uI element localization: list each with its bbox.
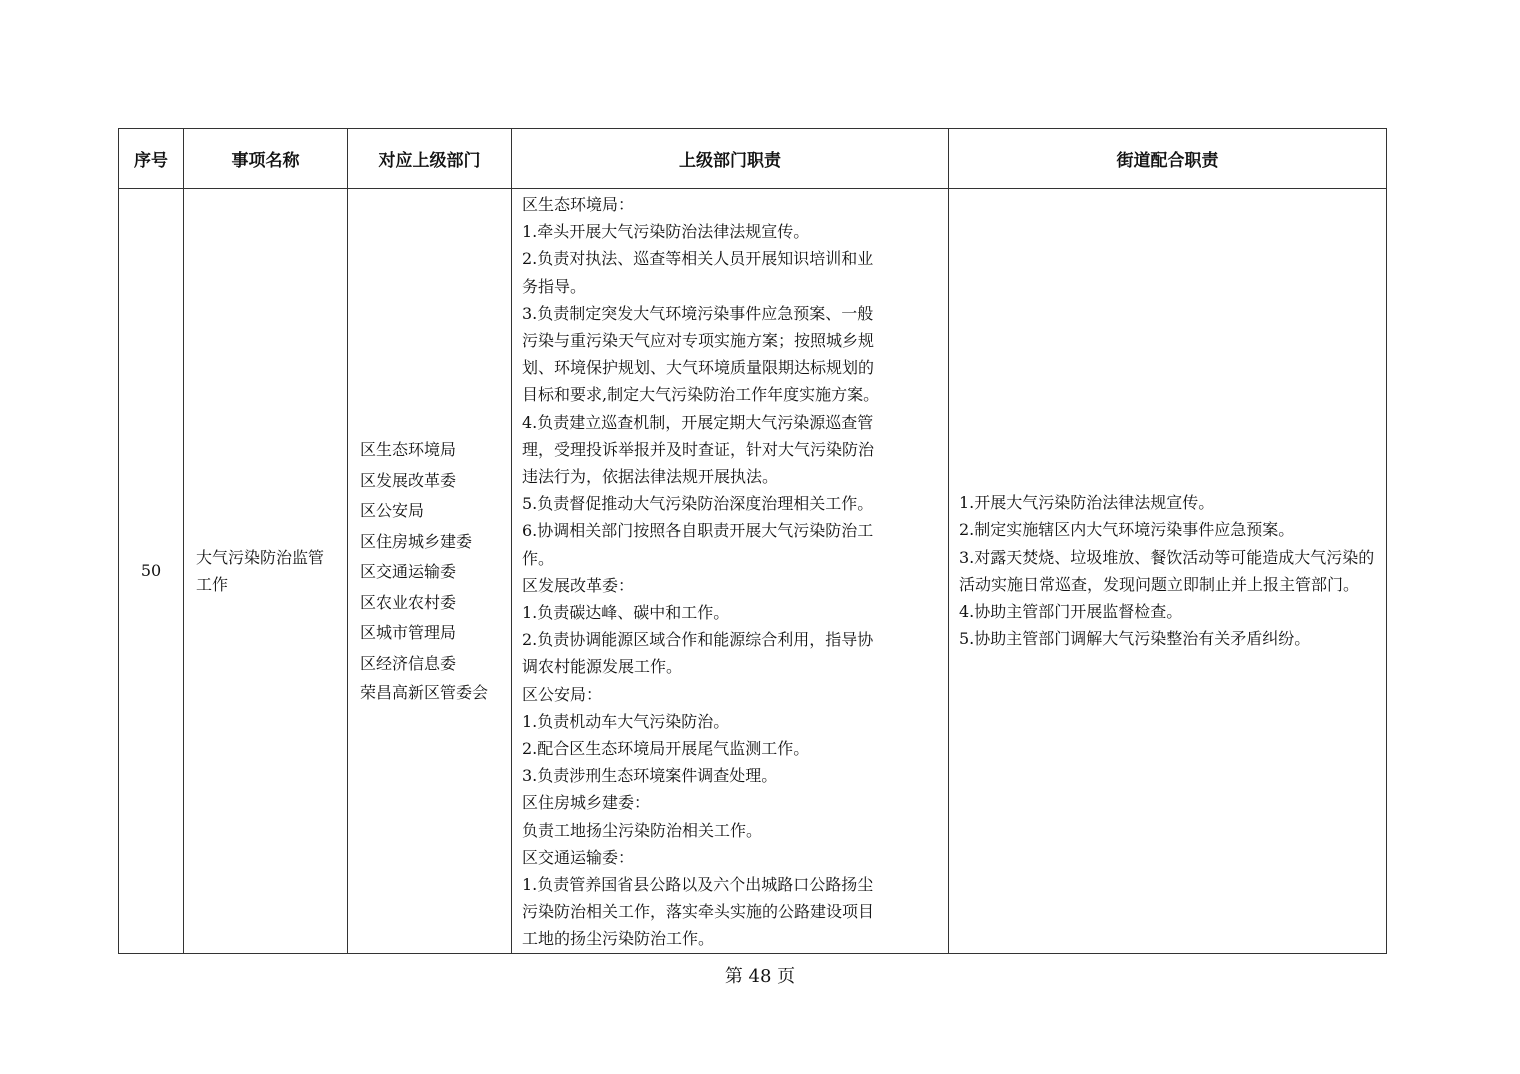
street-duty-item: 4.协助主管部门开展监督检查。 bbox=[959, 602, 1183, 622]
department-item: 区城市管理局 bbox=[360, 623, 457, 643]
department-item: 区经济信息委 bbox=[360, 653, 457, 673]
duty-line: 区生态环境局： bbox=[522, 195, 635, 214]
department-item: 荣昌高新区管委会 bbox=[360, 683, 489, 703]
duty-line: 3.负责涉刑生态环境案件调查处理。 bbox=[522, 766, 778, 786]
seq-cell: 50 bbox=[119, 189, 184, 954]
street-duty-item: 1.开展大气污染防治法律法规宣传。 bbox=[959, 493, 1215, 513]
street-duty-item: 3.对露天焚烧、垃圾堆放、餐饮活动等可能造成大气污染的活动实施日常巡查，发现问题立即制止并上报主管部门。 bbox=[959, 547, 1375, 594]
department-item: 区发展改革委 bbox=[360, 470, 457, 490]
duty-line: 区住房城乡建委： bbox=[522, 793, 651, 813]
duty-line: 区交通运输委： bbox=[522, 847, 635, 867]
page-number: 第 48 页 bbox=[724, 966, 796, 987]
duty-line: 划、环境保护规划、大气环境质量限期达标规划的 bbox=[522, 358, 875, 378]
department-item: 区生态环境局 bbox=[360, 440, 457, 460]
duty-line: 3.负责制定突发大气环境污染事件应急预案、一般 bbox=[522, 303, 874, 323]
item-name-cell: 大气污染防治监管工作 bbox=[184, 189, 348, 954]
duty-line: 区公安局： bbox=[522, 684, 603, 704]
header-superior-dept: 对应上级部门 bbox=[348, 129, 512, 189]
department-item: 区农业农村委 bbox=[360, 592, 457, 612]
duty-line: 1.牵头开展大气污染防治法律法规宣传。 bbox=[522, 222, 810, 242]
street-duties-cell bbox=[949, 189, 1387, 954]
duty-line: 污染与重污染天气应对专项实施方案；按照城乡规 bbox=[522, 331, 875, 351]
duty-line: 5.负责督促推动大气污染防治深度治理相关工作。 bbox=[522, 494, 874, 514]
department-item: 区公安局 bbox=[360, 501, 425, 521]
duty-line: 2.负责对执法、巡查等相关人员开展知识培训和业 bbox=[522, 249, 874, 269]
duty-line: 2.负责协调能源区域合作和能源综合利用，指导协 bbox=[522, 630, 874, 650]
duty-line: 1.负责管养国省县公路以及六个出城路口公路扬尘 bbox=[522, 875, 874, 895]
duty-line: 污染防治相关工作，落实牵头实施的公路建设项目 bbox=[522, 902, 875, 922]
departments-cell bbox=[348, 189, 512, 954]
duty-line: 1.负责机动车大气污染防治。 bbox=[522, 711, 730, 731]
header-row bbox=[119, 129, 1387, 189]
duty-line: 工地的扬尘污染防治工作。 bbox=[522, 929, 715, 949]
superior-duties-cell bbox=[512, 189, 949, 954]
duty-line: 务指导。 bbox=[522, 276, 587, 296]
street-duty-item: 2.制定实施辖区内大气环境污染事件应急预案。 bbox=[959, 520, 1295, 540]
duty-line: 区发展改革委： bbox=[522, 575, 635, 595]
duty-line: 6.协调相关部门按照各自职责开展大气污染防治工 bbox=[522, 521, 874, 541]
header-superior-duties: 上级部门职责 bbox=[512, 129, 949, 189]
duty-line: 4.负责建立巡查机制，开展定期大气污染源巡查管 bbox=[522, 412, 874, 432]
header-seq: 序号 bbox=[119, 129, 184, 189]
duty-line: 1.负责碳达峰、碳中和工作。 bbox=[522, 603, 730, 623]
street-duty-item: 5.协助主管部门调解大气污染整治有关矛盾纠纷。 bbox=[959, 629, 1311, 649]
table-row bbox=[119, 189, 1387, 954]
header-street-duties: 街道配合职责 bbox=[949, 129, 1387, 189]
duty-line: 理，受理投诉举报并及时查证，针对大气污染防治 bbox=[522, 439, 875, 459]
duty-line: 负责工地扬尘污染防治相关工作。 bbox=[522, 820, 763, 840]
header-item-name: 事项名称 bbox=[184, 129, 348, 189]
duty-line: 作。 bbox=[522, 548, 555, 568]
department-item: 区交通运输委 bbox=[360, 562, 457, 582]
duty-line: 2.配合区生态环境局开展尾气监测工作。 bbox=[522, 739, 810, 759]
duty-line: 目标和要求,制定大气污染防治工作年度实施方案。 bbox=[522, 385, 880, 405]
department-item: 区住房城乡建委 bbox=[360, 531, 473, 551]
duty-line: 调农村能源发展工作。 bbox=[522, 657, 683, 677]
duty-line: 违法行为，依据法律法规开展执法。 bbox=[522, 467, 779, 487]
duties-table bbox=[118, 128, 1387, 954]
